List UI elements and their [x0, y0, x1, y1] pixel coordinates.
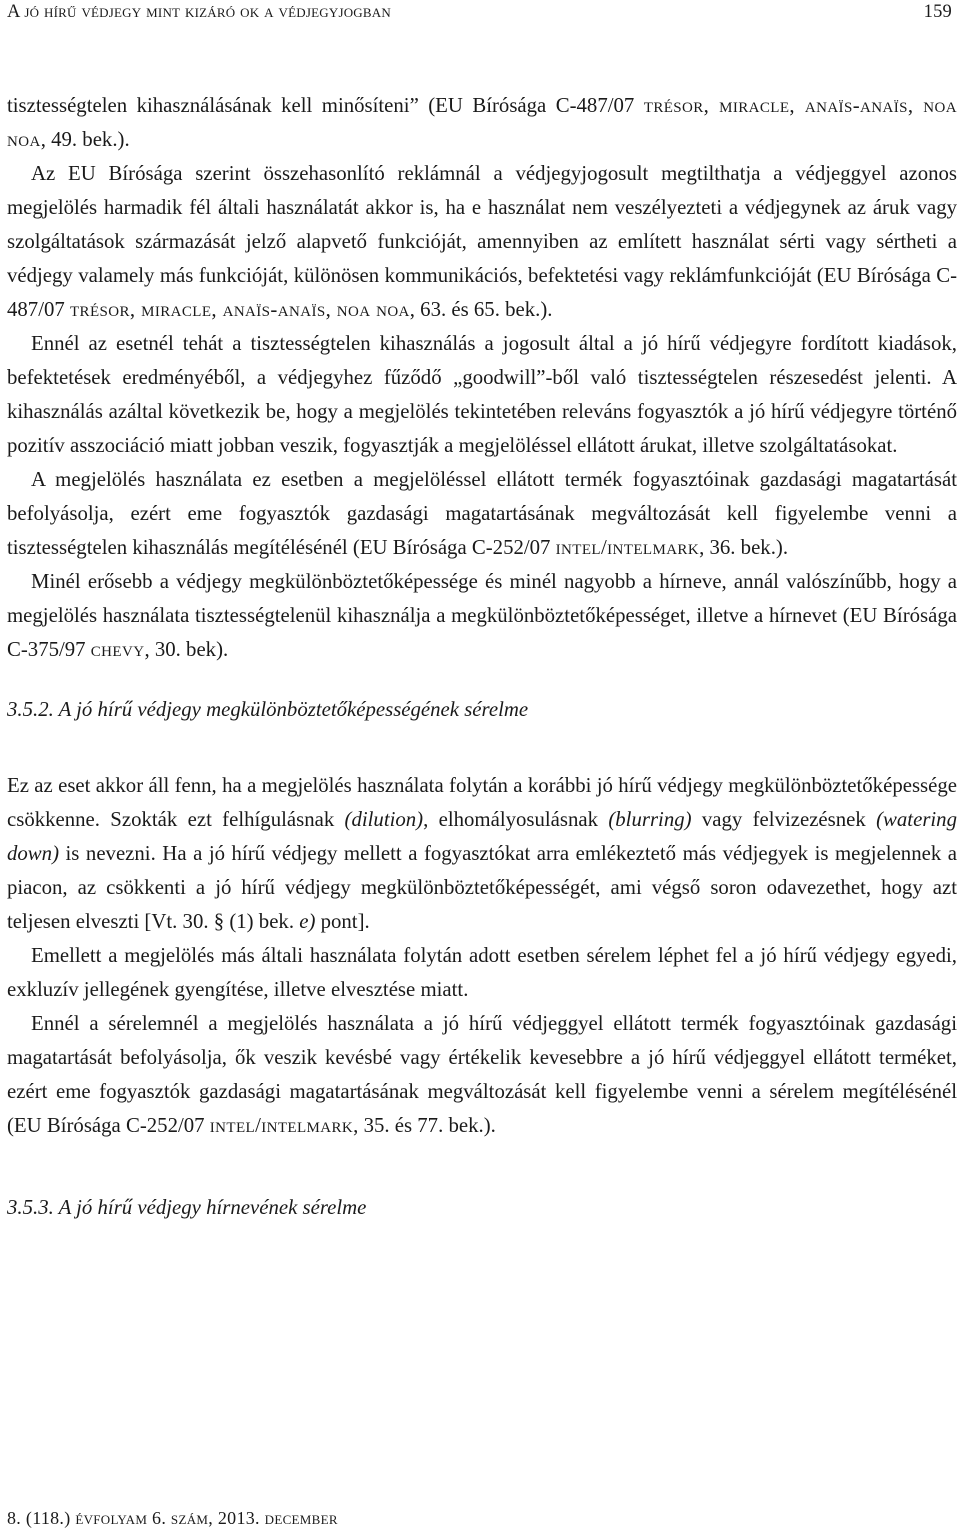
paragraph: [7, 1007, 957, 1143]
italic-term: e): [299, 910, 316, 933]
case-name: intel/intelmark: [209, 1114, 354, 1137]
paragraph: [7, 89, 957, 157]
text-run: , 35. és 77. bek.).: [353, 1114, 496, 1137]
text-run: , 36. bek.).: [699, 536, 789, 559]
case-name: trésor, miracle, anaïs-anaïs, noa noa: [7, 94, 957, 151]
text-run: is nevezni. Ha a jó hírű védjegy mellett a fogyasztókat arra emlékeztető más védjegyek is megjelennek a piacon, az csökkenti a jó hírű védjegy megkülönböztetőképességét, ami végső soron odavezethet, hogy azt teljesen elveszti [Vt. 30. § (1) bek.: [7, 842, 957, 933]
paragraph: [7, 565, 957, 667]
paragraph: Emellett a megjelölés más általi használata folytán adott esetben sérelem léphet fel a jó hírű védjegy egyedi, exkluzív jellegének gyengítése, illetve elvesztése miatt.: [7, 944, 957, 1001]
paragraph: [7, 769, 957, 939]
text-run: pont].: [315, 910, 370, 933]
case-name: chevy: [90, 638, 145, 661]
paragraph: [7, 157, 957, 327]
page-footer: [7, 1508, 338, 1529]
issue-details: évfolyam 6. szám, 2013. december: [75, 1508, 338, 1528]
section-heading-3-5-2: 3.5.2. A jó hírű védjegy megkülönböztetőképességének sérelme: [7, 698, 529, 721]
paragraph: [7, 463, 957, 565]
paragraph: Ennél az esetnél tehát a tisztességtelen kihasználás a jogosult által a jó hírű védjegyre fordított kiadások, befektetések eredményéből, a védjegyhez fűződő „goodwill”-ből való tisztességtelen részesedést jelenti. A kihasználás azáltal következik be, hogy a megjelölés tekintetében releváns fogyasztók a jó hírű védjegyre történő pozitív asszociáció miatt jobban veszik, fogyasztják a megjelöléssel ellátott árukat, illetve szolgáltatásokat.: [7, 332, 957, 457]
running-header: [7, 2, 952, 28]
text-run: tisztességtelen kihasználásának kell minősíteni” (EU Bírósága C-487/07: [7, 94, 644, 117]
text-run: Ennél a sérelemnél a megjelölés használata a jó hírű védjeggyel ellátott termék fogyasztóinak gazdasági magatartását befolyásolja, ők veszik kevésbé vagy értékelik kevesebbre a jó hírű védjeggyel ellátott terméket, ezért eme fogyasztók gazdasági magatartásának megváltozását kell figyelembe venni a sérelem megítélésénél (EU Bírósága C-252/07: [7, 1012, 957, 1137]
running-title: A jó hírű védjegy mint kizáró ok a védjegyjogban: [7, 2, 391, 22]
text-run: , 63. és 65. bek.).: [409, 298, 553, 321]
text-run: Az EU Bírósága szerint összehasonlító reklámnál a védjegyjogosult megtilthatja a védjeggyel azonos megjelölés harmadik fél általi használatát akkor is, ha e használat nem veszélyezteti a védjegynek az áruk vagy szolgáltatások származását jelző alapvető funkcióját, amennyiben az említett használat sérti vagy sértheti a védjegy valamely más funkcióját, különösen kommunikációs, befektetési vagy reklámfunkcióját (EU Bírósága C-487/07: [7, 162, 957, 321]
text-run: , 49. bek.).: [40, 128, 130, 151]
body-text: [7, 89, 957, 1225]
page-number: 159: [923, 2, 952, 22]
text-run: vagy felvizezésnek: [691, 808, 877, 831]
italic-term: (dilution): [344, 808, 424, 831]
text-run: Ez az eset akkor áll fenn, ha a megjelölés használata folytán a korábbi jó hírű védjegy megkülönböztetőképessége csökkenne. Szokták ezt felhígulásnak: [7, 774, 957, 831]
case-name: trésor, miracle, anaïs-anaïs, noa noa: [69, 298, 410, 321]
text-run: , elhomályosulásnak: [423, 808, 609, 831]
case-name: intel/intelmark: [555, 536, 700, 559]
text-run: Minél erősebb a védjegy megkülönböztetőképessége és minél nagyobb a hírneve, annál valószínűbb, hogy a megjelölés használata tisztességtelenül kihasználja a megkülönböztetőképességet, illetve a hírnevet (EU Bírósága C-375/97: [7, 570, 957, 661]
italic-term: (watering down): [7, 808, 957, 865]
section-heading-3-5-3: 3.5.3. A jó hírű védjegy hírnevének sérelme: [7, 1196, 367, 1219]
text-run: A megjelölés használata ez esetben a megjelöléssel ellátott termék fogyasztóinak gazdasági magatartását befolyásolja, ezért eme fogyasztók gazdasági magatartásának megváltozását kell figyelembe venni a tisztességtelen kihasználás megítélésénél (EU Bírósága C-252/07: [7, 468, 957, 559]
issue-number: 8. (118.): [7, 1508, 71, 1528]
italic-term: (blurring): [608, 808, 692, 831]
text-run: , 30. bek).: [144, 638, 229, 661]
